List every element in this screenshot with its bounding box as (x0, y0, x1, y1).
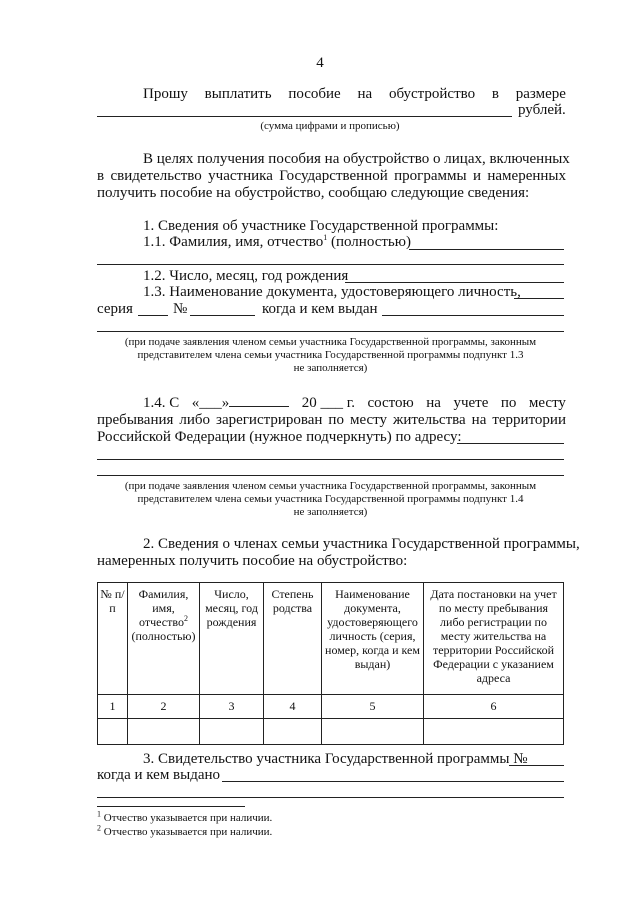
full-name-field-line2[interactable] (97, 264, 564, 265)
item-1-4-part: на (426, 395, 441, 411)
request-word: пособие (288, 86, 341, 102)
item-1-4-part: состою (367, 395, 414, 411)
note-line: представителем члена семьи участника Государственной программы подпункт 1.3 (137, 349, 524, 361)
amount-field[interactable] (97, 116, 512, 117)
table-row (98, 719, 564, 745)
request-word: в (491, 86, 499, 102)
number-field[interactable] (190, 315, 255, 316)
table-cell[interactable] (264, 719, 322, 745)
table-header-cell: Число, месяц, год рождения (200, 583, 264, 695)
footnote-2: $^2$ Отчество указывается при наличии. (97, 823, 273, 838)
note-line: не заполняется) (293, 362, 368, 374)
issued-field-line2[interactable] (97, 331, 564, 332)
address-field[interactable] (457, 443, 564, 444)
table-header-row (98, 583, 564, 695)
item-1-4-part: 20 ___ г. (301, 395, 355, 411)
table-cell[interactable] (98, 719, 128, 745)
certificate-issued-field[interactable] (222, 781, 564, 782)
address-field-line3[interactable] (97, 475, 564, 476)
request-word: на (357, 86, 373, 102)
section3-line2: когда и кем выдано (97, 767, 221, 783)
item-1-4-line3: Российской Федерации (нужное подчеркнуть) по адресу: (97, 429, 462, 445)
footnote-1: $^1$ Отчество указывается при наличии. (97, 809, 273, 824)
note-line: не заполняется) (293, 506, 368, 518)
request-word: размере (515, 86, 566, 102)
series-field[interactable] (138, 315, 168, 316)
table-header-cell: Наименование документа, удостоверяющего личность (серия, номер, когда и кем выдан) (322, 583, 424, 695)
note-line: представителем члена семьи участника Государственной программы подпункт 1.4 (137, 493, 524, 505)
table-number-row (98, 695, 564, 719)
table-number-cell: 1 (98, 695, 128, 719)
request-word: обустройство (388, 86, 476, 102)
currency-label: рублей. (518, 102, 566, 118)
table-cell[interactable] (424, 719, 564, 745)
table-header-cell: Степень родства (264, 583, 322, 695)
note-1-4 (97, 480, 564, 519)
page-number: 4 (316, 55, 324, 71)
item-1-4-part: месту (528, 395, 566, 411)
section3-line1: 3. Свидетельство участника Государственной программы № (143, 751, 528, 767)
item-1-4-line2: пребывания либо зарегистрирован по месту жительства на территории (97, 412, 566, 428)
footnote-divider (97, 806, 245, 807)
amount-note: (сумма цифрами и прописью) (260, 120, 400, 132)
table-header-cell: Фамилия, имя, отчество$^2$ (полностью) (128, 583, 200, 695)
item-1-4-part: 1.4. С (143, 395, 180, 411)
series-label: серия (97, 301, 133, 317)
table-header-cell: Дата постановки на учет по месту пребывания либо регистрации по месту жительства на территории Российской Федерации с указанием адреса (424, 583, 564, 695)
family-members-table (97, 582, 564, 745)
table-number-cell: 2 (128, 695, 200, 719)
table-header-cell: № п/п (98, 583, 128, 695)
table-cell[interactable] (322, 719, 424, 745)
item-1-1-label: 1.1. Фамилия, имя, отчество$^1$ (полностью) (143, 233, 411, 250)
table-cell[interactable] (200, 719, 264, 745)
item-1-3-label: 1.3. Наименование документа, удостоверяющего личность, (143, 284, 521, 300)
intro-line: получить пособие на обустройство, сообщаю следующие сведения: (97, 185, 530, 201)
item-1-4-line1 (143, 395, 566, 412)
table-number-cell: 3 (200, 695, 264, 719)
item-1-2-label: 1.2. Число, месяц, год рождения (143, 268, 349, 284)
request-word: Прошу (143, 86, 188, 102)
issued-label: когда и кем выдан (262, 301, 378, 317)
request-word: выплатить (204, 86, 272, 102)
note-1-3 (97, 336, 564, 375)
section2-line1: 2. Сведения о членах семьи участника Государственной программы, (143, 536, 580, 552)
table-number-cell: 6 (424, 695, 564, 719)
birth-date-field[interactable] (345, 282, 564, 283)
intro-line: в свидетельство участника Государственной программы и намеренных (97, 168, 566, 184)
section1-title: 1. Сведения об участнике Государственной программы: (143, 218, 499, 234)
item-1-4-part: «___» (192, 395, 290, 412)
table-number-cell: 5 (322, 695, 424, 719)
certificate-issued-field-line2[interactable] (97, 797, 564, 798)
request-line (143, 86, 566, 103)
certificate-number-field[interactable] (509, 765, 564, 766)
number-label: № (173, 301, 188, 317)
item-1-4-part: по (500, 395, 517, 411)
month-field[interactable] (229, 395, 289, 407)
item-1-4-part: учете (453, 395, 489, 411)
note-line: (при подаче заявления членом семьи участника Государственной программы, законным (124, 336, 537, 348)
address-field-line2[interactable] (97, 459, 564, 460)
document-name-field[interactable] (514, 298, 564, 299)
table-cell[interactable] (128, 719, 200, 745)
full-name-field[interactable] (409, 249, 564, 250)
intro-line: В целях получения пособия на обустройство о лицах, включенных (143, 151, 570, 167)
issued-field[interactable] (382, 315, 564, 316)
note-line: (при подаче заявления членом семьи участника Государственной программы, законным (124, 480, 537, 492)
section2-line2: намеренных получить пособие на обустройство: (97, 553, 408, 569)
table-number-cell: 4 (264, 695, 322, 719)
